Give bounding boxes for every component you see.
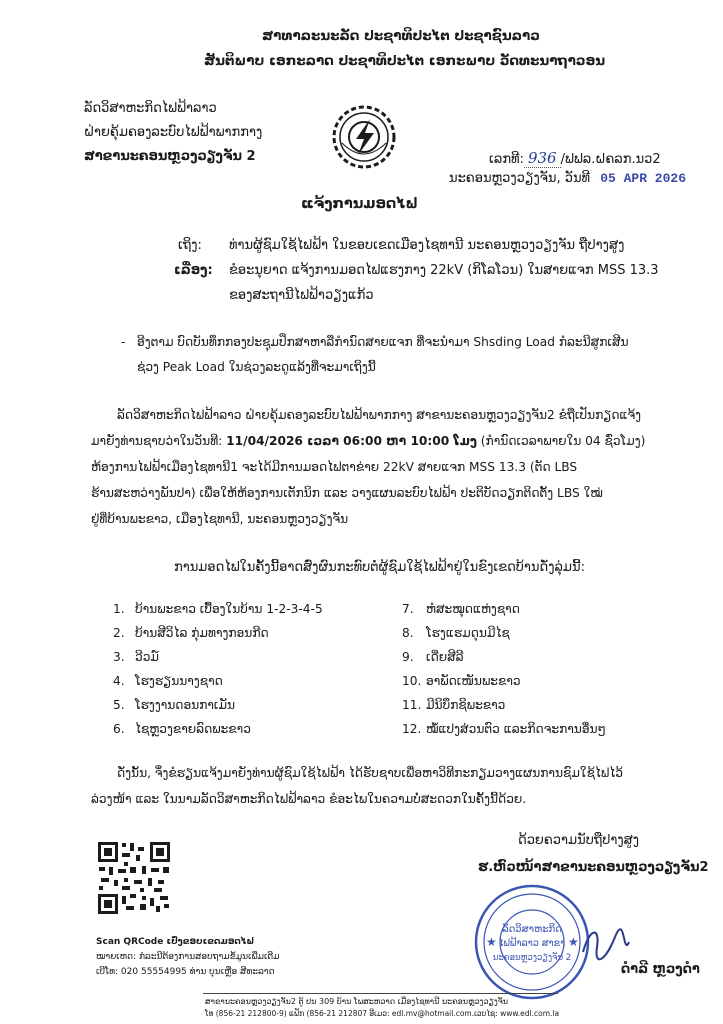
body-line-2: [91, 434, 645, 448]
closing-line-2: ລ່ວງໜ້າ ແລະ ໃນນາມລັດວິສາຫະກິດໄຟຟ້າລາວ ຂໍອະໄພໃນຄວາມບໍ່ສະດວກໃນຄັ້ງນີ້ດ້ວຍ.: [91, 792, 527, 806]
stamp-text-top: ລັດວິສາຫະກິດ: [502, 924, 562, 935]
org-line-2: ຝ່າຍຄຸ້ມຄອງລະບົບໄຟຟ້າພາກກາງ: [84, 125, 263, 140]
official-stamp: [472, 882, 592, 1002]
footer-contact: ໂທ (856-21 212800-9) ແຟັກ (856-21 212807 ອີເມວ: edl.mv@hotmail.com.ເວບໄຊ: www.edl.com.la: [205, 1009, 560, 1018]
signatory-position: ຮ.ຫົວໜ້າສາຂານະຄອນຫຼວງວຽງຈັນ2: [478, 860, 709, 875]
place-date-line: [449, 171, 686, 186]
stamp-text-bot: ນະຄອນຫຼວງວຽງຈັນ 2: [492, 953, 572, 963]
list-item: 1. ບ້ານພະຂາວ ເບື້ອງໃນບ້ານ 1-2-3-4-5: [113, 602, 323, 616]
header-line-2: ສັນຕິພາບ ເອກະລາດ ປະຊາທິປະໄຕ ເອກະພາບ ວັດທະນາຖາວອນ: [204, 53, 606, 69]
list-item: 5. ໂຮງງານດອນກາເມັນ: [113, 698, 236, 712]
list-item: 11. ມີນິບຶກຊິພະຂາວ: [402, 698, 506, 712]
list-item: 2. ບ້ານສີວິໄລ ກຸ່ມທາງກອນກີດ: [113, 626, 269, 640]
qr-caption-1: Scan QRCode ເປົ່ງຂອບເຂດມອດໄຟ: [96, 937, 255, 947]
affected-title: ການມອດໄຟໃນຄັ້ງນີ້ອາດສົ່ງຜົນກະທົບຕໍ່ຜູ້ຊົມໃຊ້ໄຟຟ້າຢູ່ໃນຂົງເຂດບ້ານດັ່ງລຸ່ມນີ້:: [174, 560, 585, 575]
body-line-3: ຫ້ອງການໄຟຟ້າເມືອງໄຊທານີ1 ຈະໄດ້ມີການມອດໄຟຕາຂ່າຍ 22kV ສາຍແຈກ MSS 13.3 (ຕັດ LBS: [91, 460, 578, 474]
ref-number: 936: [524, 149, 561, 168]
ref-suffix: /ຟຟລ.ຝຄລກ.ນວ2: [560, 152, 661, 167]
subject-label: ເລື່ອງ:: [174, 263, 213, 278]
signature-scribble: [575, 922, 635, 967]
reference-line-2: ຊ່ວງ Peak Load ໃນຊ່ວງລະດູແລ້ງທີ່ຈະມາເຖິງນີ້: [137, 360, 376, 374]
org-line-3: ສາຂານະຄອນຫຼວງວຽງຈັນ 2: [84, 149, 256, 164]
place-date-label: ນະຄອນຫຼວງວຽງຈັນ, ວັນທີ: [449, 171, 591, 186]
closing-line-1: ດັ່ງນັ້ນ, ຈຶ່ງຂໍຮຽນແຈ້ງມາຍັງທ່ານຜູ້ຊົມໃຊ້ໄຟຟ້າ ໄດ້ຮັບຊາບເພື່ອຫາວິທີກະກຽມວາງແຜນການຊົມໃຊ້ໄຟໄວ້: [117, 766, 623, 780]
edl-logo: [330, 103, 398, 171]
qr-caption-2: ໝາຍເຫດ: ກໍລະນີຕ້ອງການສອບຖາມຂໍ້ມູນເພີ່ມເຕີມ: [96, 952, 280, 962]
body-line-1: ລັດວິສາຫະກິດໄຟຟ້າລາວ ຝ່າຍຄຸ້ມຄອງລະບົບໄຟຟ້າພາກກາງ ສາຂານະຄອນຫຼວງວຽງຈັນ2 ຂໍຖືເປັນກຽດແຈ້ງ: [117, 408, 642, 422]
qr-code[interactable]: [96, 840, 172, 916]
org-line-1: ລັດວິສາຫະກິດໄຟຟ້າລາວ: [84, 101, 217, 116]
footer-divider: [203, 993, 558, 994]
subject-line-1: ຂໍອະນຸຍາດ ແຈ້ງການມອດໄຟແຮງກາງ 22kV (ກິໂລໂວນ) ໃນສາຍແຈກ MSS 13.3: [229, 263, 659, 278]
list-item: 12. ໝໍ້ແປງສ່ວນຕົວ ແລະກິດຈະການອື່ນໆ: [402, 722, 606, 736]
svg-text:★: ★: [568, 935, 579, 949]
regards-text: ດ້ວຍຄວາມນັບຖືປາງສູງ: [518, 833, 640, 848]
header-line-1: ສາທາລະນະລັດ ປະຊາທິປະໄຕ ປະຊາຊົນລາວ: [262, 28, 540, 44]
to-text: ທ່ານຜູ້ຊົມໃຊ້ໄຟຟ້າ ໃນຂອບເຂດເມືອງໄຊທານີ ນະຄອນຫຼວງວຽງຈັນ ຖືປາງສູງ: [229, 238, 625, 253]
date-stamp: 05 APR 2026: [600, 171, 687, 186]
list-item: 8. ໂຮງແຮມດຸນມີໄຊ: [402, 626, 510, 640]
areas-left-list: [113, 602, 323, 746]
list-item: 6. ໄຊຫຼວງຂາຍລົດພະຂາວ: [113, 722, 251, 736]
svg-text:★: ★: [486, 935, 497, 949]
body-line-2a: ມາຍັງທ່ານຊາບວ່າໃນວັນທີ:: [91, 434, 227, 448]
list-item: 10. ອາພັດເໜັນພະຂາວ: [402, 674, 521, 688]
reference-dash: -: [121, 335, 126, 349]
list-item: 4. ໂຮງຮຽນນາງຊາດ: [113, 674, 223, 688]
ref-label: ເລກທີ:: [489, 152, 524, 167]
qr-caption-3: ເບີໂທ: 020 55554995 ທ່ານ ບຸນເຫຼືອ ສີທະລາດ: [96, 967, 275, 977]
body-line-5: ຢູ່ທີ່ບ້ານພະຂາວ, ເມືອງໄຊທານີ, ນະຄອນຫຼວງວຽງຈັນ: [91, 512, 349, 526]
to-label: ເຖິງ:: [178, 238, 202, 253]
body-line-4: ຮ້ານສະຫວ່າງພັນປາ) ເພື່ອໃຫ້ຫ້ອງການເຕັກນິກ ແລະ ວາງແຜນລະບົບໄຟຟ້າ ປະຕິບັດວຽກຕິດຕັ້ງ LBS ໃໝ່: [91, 486, 603, 500]
stamp-text-mid: ໄຟຟ້າລາວ ສາຂາ: [498, 938, 566, 949]
ref-number-line: [489, 149, 661, 167]
list-item: 9. ເດີ່ຍສີລີ: [402, 650, 464, 664]
body-line-2c: (ກຳນົດເວລາພາຍໃນ 04 ຊົ່ວໂມງ): [476, 434, 646, 448]
subject-line-2: ຂອງສະຖານີໄຟຟ້າວຽງແກ້ວ: [229, 288, 374, 303]
document-title: ແຈ້ງການມອດໄຟ: [301, 196, 418, 212]
areas-right-list: [402, 602, 606, 746]
list-item: 3. ວີວມ໌: [113, 650, 159, 664]
reference-line-1: ອີງຕາມ ບົດບັນທຶກກອງປະຊຸມປຶກສາຫາລືກຳນົດສາຍແຈກ ທີ່ຈະນຳມາ Shsding Load ກໍລະນີສູກເສີນ: [137, 335, 629, 349]
outage-time: 11/04/2026 ເວລາ 06:00 ຫາ 10:00 ໂມງ: [226, 434, 477, 448]
footer-address: ສາຂານະຄອນຫຼວງວຽງຈັນ2 ຕູ້ ປນ 309 ບ້ານ ໂພສະຫວາດ ເມືອງໄຊທານີ ນະຄອນຫຼວງວຽງຈັນ: [205, 997, 509, 1006]
signatory-name: ດຳລີ ຫຼວງດຳ: [621, 962, 700, 977]
list-item: 7. ຫໍສະໝຸດແຫ່ງຊາດ: [402, 602, 520, 616]
